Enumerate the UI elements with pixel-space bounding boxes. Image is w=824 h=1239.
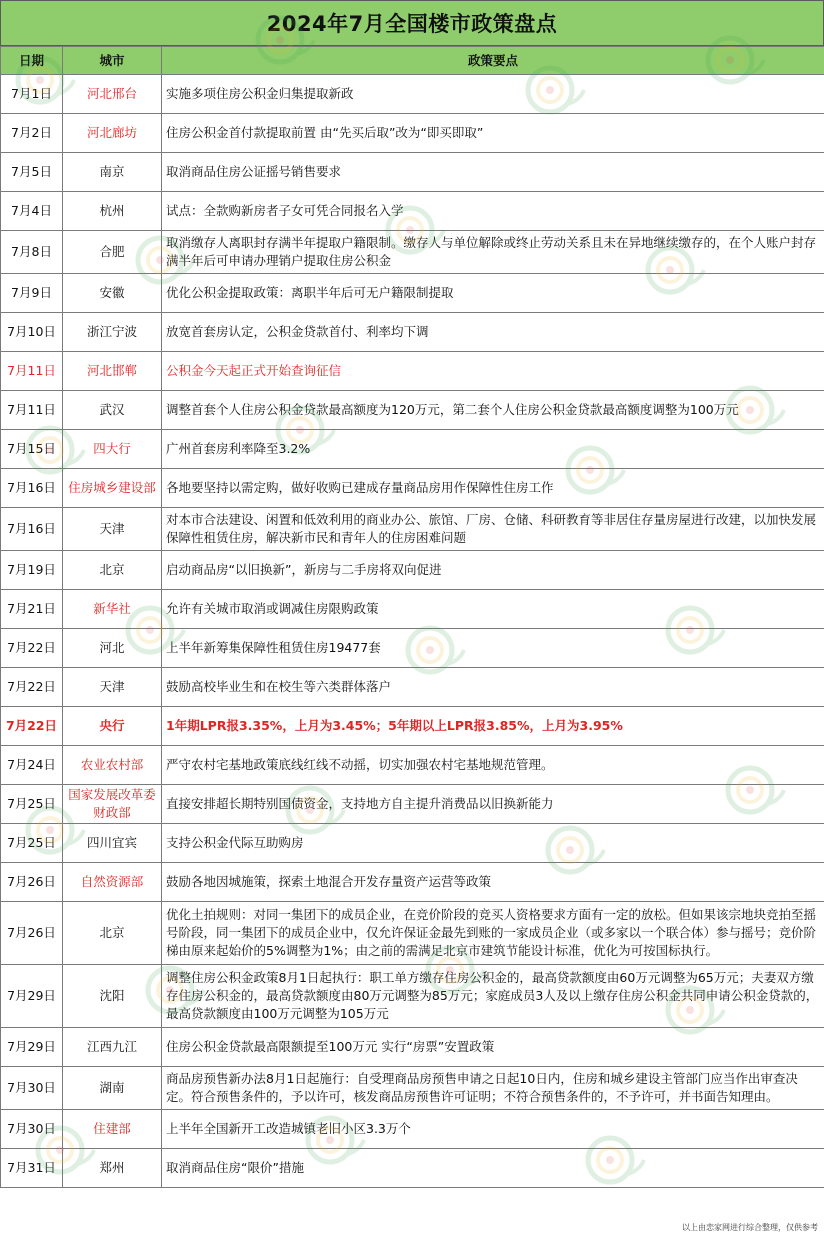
row-city: 合肥 [63, 231, 162, 274]
row-city: 湖南 [63, 1067, 162, 1110]
table-row [1, 1110, 824, 1149]
row-date: 7月29日 [1, 965, 63, 1028]
row-policy: 上半年全国新开工改造城镇老旧小区3.3万个 [162, 1110, 824, 1149]
row-policy: 各地要坚持以需定购，做好收购已建成存量商品房用作保障性住房工作 [162, 469, 824, 508]
row-date: 7月25日 [1, 785, 63, 824]
table-row [1, 1028, 824, 1067]
row-date: 7月22日 [1, 629, 63, 668]
row-city: 江西九江 [63, 1028, 162, 1067]
table-row [1, 75, 824, 114]
row-date: 7月11日 [1, 352, 63, 391]
row-date: 7月22日 [1, 707, 63, 746]
row-date: 7月10日 [1, 313, 63, 352]
table-row [1, 192, 824, 231]
row-policy: 严守农村宅基地政策底线红线不动摇，切实加强农村宅基地规范管理。 [162, 746, 824, 785]
row-date: 7月31日 [1, 1149, 63, 1188]
row-city: 浙江宁波 [63, 313, 162, 352]
row-date: 7月29日 [1, 1028, 63, 1067]
row-city: 河北廊坊 [63, 114, 162, 153]
row-city: 安徽 [63, 274, 162, 313]
row-city: 四大行 [63, 430, 162, 469]
row-policy: 优化公积金提取政策：离职半年后可无户籍限制提取 [162, 274, 824, 313]
page-title: 2024年7月全国楼市政策盘点 [0, 0, 824, 46]
row-city: 河北邯郸 [63, 352, 162, 391]
table-row [1, 707, 824, 746]
table-row [1, 469, 824, 508]
row-date: 7月2日 [1, 114, 63, 153]
table-row [1, 274, 824, 313]
row-policy: 取消商品住房“限价”措施 [162, 1149, 824, 1188]
row-city: 天津 [63, 508, 162, 551]
row-date: 7月9日 [1, 274, 63, 313]
row-date: 7月30日 [1, 1110, 63, 1149]
row-date: 7月16日 [1, 508, 63, 551]
row-city: 新华社 [63, 590, 162, 629]
row-policy: 支持公积金代际互助购房 [162, 824, 824, 863]
row-date: 7月30日 [1, 1067, 63, 1110]
footer-note: 以上由恋家网进行综合整理，仅供参考 [682, 1223, 818, 1232]
row-policy: 取消缴存人离职封存满半年提取户籍限制。缴存人与单位解除或终止劳动关系且未在异地继续缴存的，在个人账户封存满半年后可申请办理销户提取住房公积金 [162, 231, 824, 274]
row-policy: 优化土拍规则：对同一集团下的成员企业，在竞价阶段的竞买人资格要求方面有一定的放松。但如果该宗地块竞拍至摇号阶段，同一集团下的成员企业中，仅允许保证金最先到账的一家成员企业（或多家以一个联合体）参与摇号；竞价阶梯由原来起始价的5%调整为1%；由之前的需满足北京市建筑节能设计标准，优化为可按国标执行。 [162, 902, 824, 965]
row-date: 7月26日 [1, 902, 63, 965]
row-policy: 商品房预售新办法8月1日起施行：自受理商品房预售申请之日起10日内，住房和城乡建设主管部门应当作出审查决定。符合预售条件的，予以许可，核发商品房预售许可证明；不符合预售条件的，不予许可，并书面告知理由。 [162, 1067, 824, 1110]
row-city: 自然资源部 [63, 863, 162, 902]
table-row [1, 1067, 824, 1110]
policy-table [0, 46, 824, 1188]
table-row [1, 902, 824, 965]
row-policy: 住房公积金首付款提取前置 由“先买后取”改为“即买即取” [162, 114, 824, 153]
table-row [1, 114, 824, 153]
table-header-row [1, 47, 824, 75]
row-policy: 广州首套房利率降至3.2% [162, 430, 824, 469]
row-policy: 取消商品住房公证摇号销售要求 [162, 153, 824, 192]
row-city: 河北邢台 [63, 75, 162, 114]
row-policy: 上半年新筹集保障性租赁住房19477套 [162, 629, 824, 668]
table-row [1, 391, 824, 430]
row-date: 7月24日 [1, 746, 63, 785]
row-city: 住建部 [63, 1110, 162, 1149]
row-policy: 实施多项住房公积金归集提取新政 [162, 75, 824, 114]
row-city: 北京 [63, 902, 162, 965]
row-date: 7月25日 [1, 824, 63, 863]
row-city: 河北 [63, 629, 162, 668]
row-city: 四川宜宾 [63, 824, 162, 863]
row-date: 7月4日 [1, 192, 63, 231]
table-row [1, 153, 824, 192]
table-row [1, 430, 824, 469]
table-row [1, 863, 824, 902]
row-date: 7月26日 [1, 863, 63, 902]
table-row [1, 785, 824, 824]
row-city: 北京 [63, 551, 162, 590]
row-city: 郑州 [63, 1149, 162, 1188]
row-city: 杭州 [63, 192, 162, 231]
row-policy: 鼓励各地因城施策，探索土地混合开发存量资产运营等政策 [162, 863, 824, 902]
table-row [1, 746, 824, 785]
header-policy: 政策要点 [162, 47, 824, 75]
row-policy: 调整首套个人住房公积金贷款最高额度为120万元，第二套个人住房公积金贷款最高额度调整为100万元 [162, 391, 824, 430]
row-policy: 对本市合法建设、闲置和低效利用的商业办公、旅馆、厂房、仓储、科研教育等非居住存量房屋进行改建，以加快发展保障性租赁住房，解决新市民和青年人的住房困难问题 [162, 508, 824, 551]
row-policy: 试点：全款购新房者子女可凭合同报名入学 [162, 192, 824, 231]
row-date: 7月11日 [1, 391, 63, 430]
row-city: 住房城乡建设部 [63, 469, 162, 508]
row-city: 沈阳 [63, 965, 162, 1028]
row-city: 央行 [63, 707, 162, 746]
row-date: 7月1日 [1, 75, 63, 114]
header-date: 日期 [1, 47, 63, 75]
header-city: 城市 [63, 47, 162, 75]
row-policy: 公积金今天起正式开始查询征信 [162, 352, 824, 391]
row-policy: 放宽首套房认定，公积金贷款首付、利率均下调 [162, 313, 824, 352]
row-date: 7月22日 [1, 668, 63, 707]
table-row [1, 590, 824, 629]
row-date: 7月16日 [1, 469, 63, 508]
table-row [1, 1149, 824, 1188]
table-row [1, 508, 824, 551]
table-row [1, 551, 824, 590]
row-policy: 启动商品房“以旧换新”，新房与二手房将双向促进 [162, 551, 824, 590]
row-date: 7月8日 [1, 231, 63, 274]
row-policy: 允许有关城市取消或调减住房限购政策 [162, 590, 824, 629]
row-date: 7月15日 [1, 430, 63, 469]
row-policy: 1年期LPR报3.35%，上月为3.45%；5年期以上LPR报3.85%，上月为3.95% [162, 707, 824, 746]
row-policy: 住房公积金贷款最高限额提至100万元 实行“房票”安置政策 [162, 1028, 824, 1067]
row-city: 农业农村部 [63, 746, 162, 785]
table-row [1, 965, 824, 1028]
table-row [1, 668, 824, 707]
row-city: 武汉 [63, 391, 162, 430]
table-row [1, 352, 824, 391]
row-city: 天津 [63, 668, 162, 707]
table-row [1, 629, 824, 668]
row-date: 7月5日 [1, 153, 63, 192]
row-date: 7月19日 [1, 551, 63, 590]
row-policy: 鼓励高校毕业生和在校生等六类群体落户 [162, 668, 824, 707]
table-row [1, 313, 824, 352]
row-city: 国家发展改革委财政部 [63, 785, 162, 824]
row-policy: 调整住房公积金政策8月1日起执行：职工单方缴存住房公积金的，最高贷款额度由60万元调整为65万元；夫妻双方缴存住房公积金的，最高贷款额度由80万元调整为85万元；家庭成员3人及以上缴存住房公积金共同申请公积金贷款的，最高贷款额度由100万元调整为105万元 [162, 965, 824, 1028]
row-date: 7月21日 [1, 590, 63, 629]
row-city: 南京 [63, 153, 162, 192]
table-row [1, 824, 824, 863]
row-policy: 直接安排超长期特别国债资金，支持地方自主提升消费品以旧换新能力 [162, 785, 824, 824]
table-row [1, 231, 824, 274]
